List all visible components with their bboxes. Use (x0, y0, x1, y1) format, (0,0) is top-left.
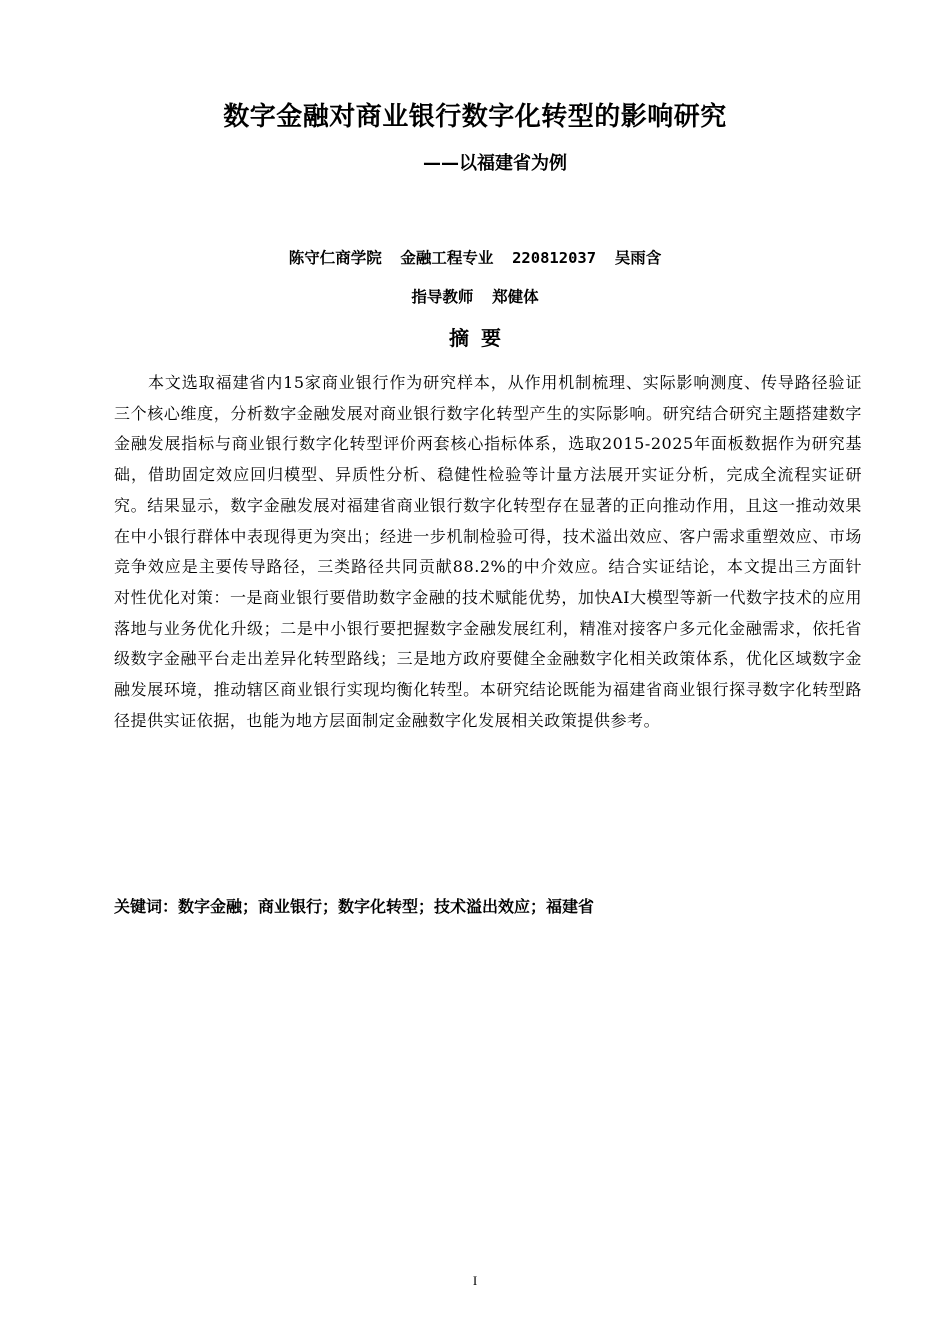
paper-subtitle: ——以福建省为例 (423, 153, 567, 174)
keywords-line: 关键词：数字金融；商业银行；数字化转型；技术溢出效应；福建省 (114, 897, 595, 916)
abstract-heading: 摘要 (449, 326, 513, 350)
author-info: 陈守仁商学院 金融工程专业 220812037 吴雨含 (288, 249, 662, 267)
paper-title: 数字金融对商业银行数字化转型的影响研究 (223, 102, 727, 132)
advisor-info: 指导教师 郑健体 (411, 288, 539, 306)
page-number: I (472, 1273, 478, 1288)
abstract-body: 本文选取福建省内15家商业银行作为研究样本，从作用机制梳理、实际影响测度、传导路径验证三个核心维度，分析数字金融发展对商业银行数字化转型产生的实际影响。研究结合研究主题搭建数字金融发展指标与商业银行数字化转型评价两套核心指标体系，选取2015-2025年面板数据作为研究基础，借助固定效应回归模型、异质性分析、稳健性检验等计量方法展开实证分析，完成全流程实证研究。结果显示，数字金融发展对福建省商业银行数字化转型存在显著的正向推动作用，且这一推动效果在中小银行群体中表现得更为突出；经进一步机制检验可得，技术溢出效应、客户需求重塑效应、市场竞争效应是主要传导路径，三类路径共同贡献88.2%的中介效应。结合实证结论，本文提出三方面针对性优化对策：一是商业银行要借助数字金融的技术赋能优势，加快AI大模型等新一代数字技术的应用落地与业务优化升级；二是中小银行要把握数字金融发展红利，精准对接客户多元化金融需求，依托省级数字金融平台走出差异化转型路线；三是地方政府要健全金融数字化相关政策体系，优化区域数字金融发展环境，推动辖区商业银行实现均衡化转型。本研究结论既能为福建省商业银行探寻数字化转型路径提供实证依据，也能为地方层面制定金融数字化发展相关政策提供参考。 (114, 373, 862, 730)
